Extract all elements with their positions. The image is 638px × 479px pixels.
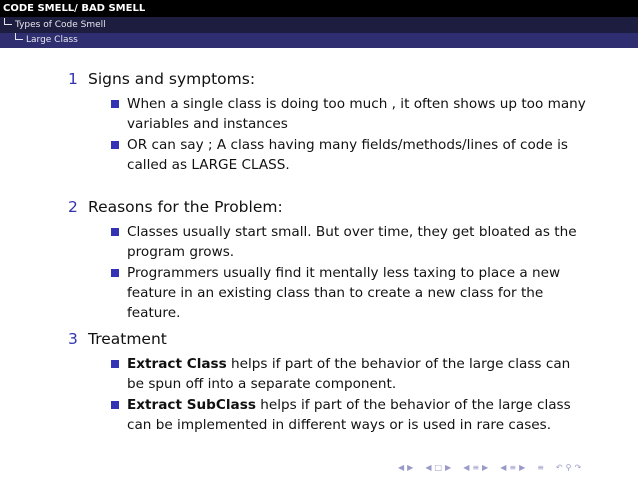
nav-frame-next-icon[interactable]: ▶ [445, 462, 452, 472]
header-subsection-title[interactable]: Types of Code Smell [15, 20, 106, 30]
list-item [68, 222, 587, 262]
bullet-text: helps if part of the behavior of the large class can be implemented in different ways or is used in rare cases. [127, 397, 571, 433]
section-reasons-for-the-problem [68, 196, 608, 324]
square-bullet-icon [111, 228, 119, 236]
square-bullet-icon [111, 269, 119, 277]
list-item [68, 263, 587, 323]
list-item [68, 135, 587, 175]
nav-next-icon[interactable]: ▶ [407, 462, 414, 472]
nav-section-next-icon[interactable]: ▶ [519, 462, 526, 472]
section-number: 3 [68, 330, 78, 348]
bullet-list [68, 354, 608, 435]
section-number: 2 [68, 198, 78, 216]
header-subsection-bar[interactable] [0, 17, 638, 33]
square-bullet-icon [111, 360, 119, 368]
list-item [68, 395, 587, 435]
list-item [68, 354, 587, 394]
nav-prev-icon[interactable]: ◀ [398, 462, 405, 472]
bullet-text: helps if part of the behavior of the large class can be spun off into a separate component. [127, 356, 571, 392]
bullet-text: OR can say ; A class having many fields/methods/lines of code is called as LARGE CLASS. [127, 137, 568, 173]
square-bullet-icon [111, 100, 119, 108]
nav-redo-icon[interactable]: ↷ [574, 462, 582, 472]
header-subsubsection-title[interactable]: Large Class [26, 35, 78, 45]
header-section-title[interactable]: CODE SMELL/ BAD SMELL [3, 3, 146, 14]
section-treatment [68, 328, 608, 436]
square-bullet-icon [111, 141, 119, 149]
section-signs-and-symptoms [68, 68, 608, 176]
tree-branch-icon [4, 18, 12, 25]
section-heading [68, 328, 608, 350]
bullet-text: Programmers usually find it mentally less taxing to place a new feature in an existing class than to create a new class for the feature. [127, 265, 561, 321]
section-heading [68, 68, 608, 90]
nav-search-icon[interactable]: ⚲ [565, 462, 572, 472]
nav-undo-icon[interactable]: ↶ [555, 462, 563, 472]
nav-subsection-prev-icon[interactable]: ◀ [463, 462, 470, 472]
bullet-text: Classes usually start small. But over time, they get bloated as the program grows. [127, 224, 577, 260]
bullet-list [68, 94, 608, 175]
navigation-symbols [398, 461, 581, 473]
bullet-bold-text: Extract Class [127, 356, 227, 372]
nav-align-icon[interactable]: ≡ [537, 462, 544, 472]
tree-branch-icon [15, 33, 23, 40]
section-title: Reasons for the Problem: [88, 198, 283, 216]
bullet-bold-text: Extract SubClass [127, 397, 256, 413]
section-title: Treatment [88, 330, 167, 348]
section-heading [68, 196, 608, 218]
square-bullet-icon [111, 401, 119, 409]
bullet-list [68, 222, 608, 323]
nav-subsection-next-icon[interactable]: ▶ [482, 462, 489, 472]
bullet-text: When a single class is doing too much , it often shows up too many variables and instances [127, 96, 586, 132]
nav-section-prev-icon[interactable]: ◀ [500, 462, 507, 472]
nav-section-icon: ≡ [509, 462, 517, 472]
section-number: 1 [68, 70, 78, 88]
list-item [68, 94, 587, 134]
nav-frame-prev-icon[interactable]: ◀ [425, 462, 432, 472]
nav-subsection-icon: ≡ [472, 462, 480, 472]
nav-frame-icon: □ [434, 462, 443, 472]
header-subsubsection-bar[interactable] [0, 33, 638, 48]
header-section-bar[interactable] [0, 0, 638, 17]
section-title: Signs and symptoms: [88, 70, 256, 88]
